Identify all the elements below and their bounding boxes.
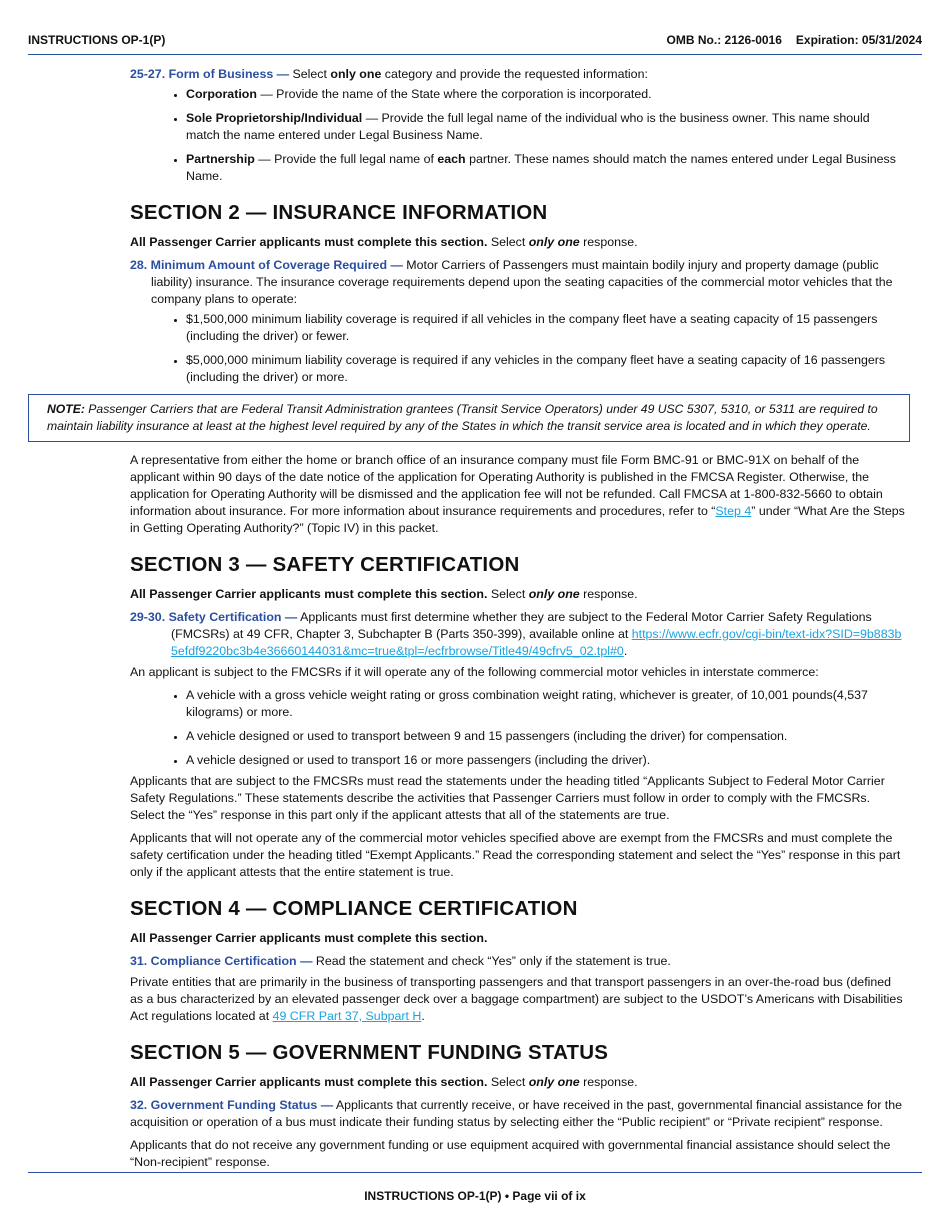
cfr-part-37-link[interactable]: 49 CFR Part 37, Subpart H	[272, 1009, 422, 1023]
expiration-date: Expiration: 05/31/2024	[795, 33, 922, 47]
list-item: • Sole Proprietorship/Individual — Provide the full legal name of the individual who is the business owner. This name should match the name entered under Legal Business Name.	[186, 110, 906, 144]
document-body	[47, 66, 906, 1177]
section-requirement: All Passenger Carrier applicants must complete this section.	[130, 931, 488, 945]
note-box: NOTE: Passenger Carriers that are Federal Transit Administration grantees (Transit Service Operators) under 49 USC 5307, 5310, or 5311 are required to maintain liability insurance at least at the highest level required by any of the States in which the transit service area is located and in which they operate.	[28, 394, 910, 442]
section-2-title: SECTION 2 — INSURANCE INFORMATION	[130, 201, 548, 224]
business-type-list	[130, 86, 906, 185]
list-item: • A vehicle designed or used to transport 16 or more passengers (including the driver).	[186, 752, 906, 769]
item-number: 25-27. Form of Business —	[130, 67, 290, 81]
section-4-title: SECTION 4 — COMPLIANCE CERTIFICATION	[130, 897, 578, 920]
exempt-applicants-paragraph: Applicants that will not operate any of the commercial motor vehicles specified above are exempt from the FMCSRs and must complete the safety certification under the heading titled “Exempt Applicants.” Read the corresponding statement and select the “Yes” response in this part only if the applicant attests that the entire statement is true.	[130, 831, 901, 879]
form-of-business-intro: 25-27. Form of Business — Select only one category and provide the requested information:	[130, 67, 648, 81]
footer-divider	[28, 1172, 922, 1173]
list-item: • A vehicle with a gross vehicle weight rating or gross combination weight rating, whichever is greater, of 10,001 pounds(4,537 kilograms) or more.	[186, 687, 906, 721]
page-footer: INSTRUCTIONS OP-1(P) • Page vii of ix	[364, 1189, 586, 1203]
insurance-paragraph: A representative from either the home or branch office of an insurance company must file Form BMC-91 or BMC-91X on behalf of the applicant within 90 days of the date notice of the application for Operating Authority is published in the FMCSA Register. Otherwise, the application for Operating Authority will be dismissed and the application fee will not be refunded. Call FMCSA at 1-800-832-5660 to obtain information about insurance. For more information about insurance requirements and procedures, refer to “Step 4” under “What Are the Steps in Getting Operating Authority?” (Topic IV) in this packet.	[130, 453, 905, 535]
omb-info	[667, 32, 922, 49]
item-31: 31. Compliance Certification — Read the statement and check “Yes” only if the statement is true.	[130, 954, 671, 968]
item-number: 32. Government Funding Status —	[130, 1098, 334, 1112]
item-28: 28. Minimum Amount of Coverage Required — Motor Carriers of Passengers must maintain bodily injury and property damage (public liability) insurance. The insurance coverage requirements depend upon the seating capacities of the commercial motor vehicles that the company plans to operate:	[130, 258, 893, 306]
item-29-30: 29-30. Safety Certification — Applicants must first determine whether they are subject to the Federal Motor Carrier Safety Regulations (FMCSRs) at 49 CFR, Chapter 3, Subchapter B (Parts 350-399), available online at https://www.ecfr.gov/cgi-bin/text-idx?SID=9b883b5efdf9220bc3b4e36660144031&mc=true&tpl=/ecfrbrowse/Title49/49cfrv5_02.tpl#0.	[130, 610, 902, 658]
form-label: INSTRUCTIONS OP-1(P)	[28, 33, 166, 47]
section-3-title: SECTION 3 — SAFETY CERTIFICATION	[130, 553, 520, 576]
omb-number: OMB No.: 2126-0016	[666, 33, 782, 47]
item-number: 28. Minimum Amount of Coverage Required —	[130, 258, 403, 272]
note-label: NOTE:	[47, 402, 85, 416]
item-number: 29-30. Safety Certification —	[130, 610, 298, 624]
vehicle-list	[130, 687, 906, 769]
ada-paragraph: Private entities that are primarily in the business of transporting passengers and that transport passengers in an over-the-road bus (defined as a bus characterized by an elevated passenger deck over a baggage compartment) are subject to the USDOT’s Americans with Disabilities Act regulations located at 49 CFR Part 37, Subpart H.	[130, 975, 903, 1023]
section-requirement: All Passenger Carrier applicants must complete this section. Select only one response.	[130, 235, 638, 249]
item-32: 32. Government Funding Status — Applicants that currently receive, or have received in the past, governmental financial assistance for the acquisition or operation of a bus must indicate their funding status by selecting either the “Public recipient” or “Private recipient” response.	[130, 1098, 902, 1129]
list-item: • Corporation — Provide the name of the State where the corporation is incorporated.	[186, 86, 906, 103]
subject-applicants-paragraph: Applicants that are subject to the FMCSRs must read the statements under the heading titled “Applicants Subject to Federal Motor Carrier Safety Regulations.” These statements describe the activities that Passenger Carriers must follow in order to comply with the FMCSRs. Select the “Yes” response in this part only if the applicant attests that all of the statements are true.	[130, 774, 885, 822]
list-item: • $5,000,000 minimum liability coverage is required if any vehicles in the company fleet have a seating capacity of 16 passengers (including the driver) or more.	[186, 352, 906, 386]
section-requirement: All Passenger Carrier applicants must complete this section. Select only one response.	[130, 1075, 638, 1089]
list-item: • A vehicle designed or used to transport between 9 and 15 passengers (including the driver) for compensation.	[186, 728, 906, 745]
non-recipient-paragraph: Applicants that do not receive any government funding or use equipment acquired with governmental financial assistance should select the “Non-recipient” response.	[130, 1138, 891, 1169]
ecfr-link[interactable]: https://www.ecfr.gov/cgi-bin/text-idx?SID=9b883b5efdf9220bc3b4e36660144031&mc=true&tpl=/ecfrbrowse/Title49/49cfrv5_02.tpl#0	[171, 627, 902, 658]
list-item: • $1,500,000 minimum liability coverage is required if all vehicles in the company fleet have a seating capacity of 15 passengers (including the driver) or fewer.	[186, 311, 906, 345]
step-4-link[interactable]: Step 4	[715, 504, 752, 518]
fmcsr-lead: An applicant is subject to the FMCSRs if it will operate any of the following commercial motor vehicles in interstate commerce:	[130, 665, 819, 679]
section-5-title: SECTION 5 — GOVERNMENT FUNDING STATUS	[130, 1041, 609, 1064]
coverage-list	[130, 311, 906, 386]
item-number: 31. Compliance Certification —	[130, 954, 313, 968]
page-header	[28, 30, 922, 55]
section-requirement: All Passenger Carrier applicants must complete this section. Select only one response.	[130, 587, 638, 601]
list-item: • Partnership — Provide the full legal name of each partner. These names should match the names entered under Legal Business Name.	[186, 151, 906, 185]
